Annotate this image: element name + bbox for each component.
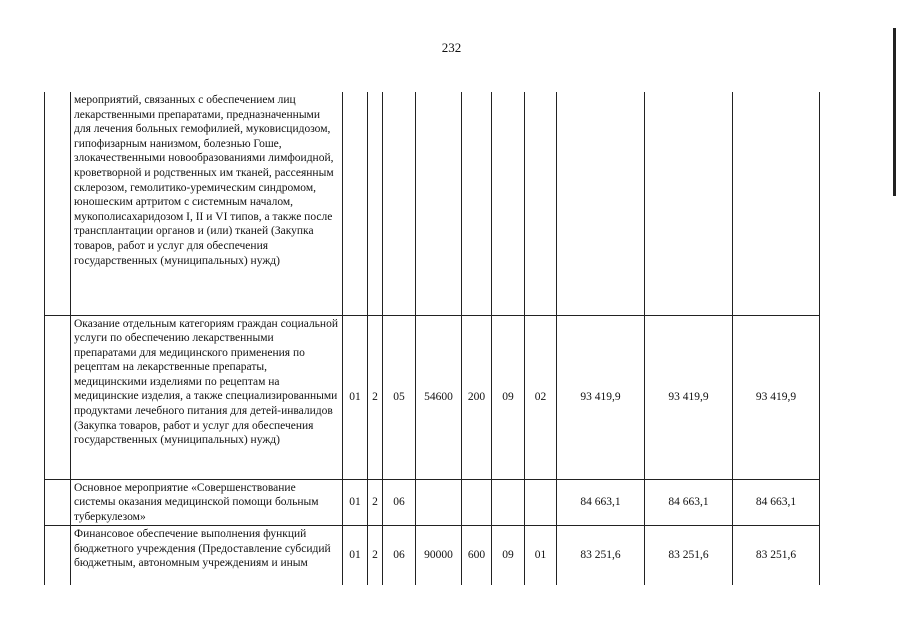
program-code-cell: 01	[343, 526, 368, 585]
amount-year-1-cell	[557, 92, 645, 315]
amount-year-3-cell: 93 419,9	[733, 315, 820, 479]
subsection-code-cell	[525, 92, 557, 315]
page-number: 232	[441, 40, 462, 55]
amount-year-2-cell: 83 251,6	[645, 526, 733, 585]
program-code-cell: 01	[343, 315, 368, 479]
subprogram-code-cell	[368, 92, 383, 315]
expense-type-cell	[462, 479, 492, 526]
direction-code-cell	[416, 479, 462, 526]
subprogram-code-cell: 2	[368, 315, 383, 479]
subprogram-code-cell: 2	[368, 479, 383, 526]
program-code-cell: 01	[343, 479, 368, 526]
direction-code-cell	[416, 92, 462, 315]
expense-type-cell	[462, 92, 492, 315]
table-row	[45, 92, 820, 315]
row-marker-cell	[45, 92, 71, 315]
activity-code-cell	[383, 92, 416, 315]
page-edge-mark	[893, 28, 896, 196]
subsection-code-cell: 02	[525, 315, 557, 479]
direction-code-cell: 54600	[416, 315, 462, 479]
row-description: Основное мероприятие «Совершенствование системы оказания медицинской помощи больным туберкулезом»	[71, 479, 343, 526]
amount-year-1-cell: 93 419,9	[557, 315, 645, 479]
row-description: Оказание отдельным категориям граждан социальной услуги по обеспечению лекарственными препаратами для медицинского применения по рецептам на лекарственные препараты, медицинскими изделиями по рецептам на медицинские изделия, а также специализированными продуктами лечебного питания для детей-инвалидов (Закупка товаров, работ и услуг для обеспечения государственных (муниципальных) нужд)	[71, 315, 343, 479]
activity-code-cell: 06	[383, 479, 416, 526]
section-code-cell: 09	[492, 526, 525, 585]
subprogram-code-cell: 2	[368, 526, 383, 585]
row-marker-cell	[45, 526, 71, 585]
section-code-cell	[492, 92, 525, 315]
amount-year-2-cell	[645, 92, 733, 315]
expense-type-cell: 600	[462, 526, 492, 585]
activity-code-cell: 05	[383, 315, 416, 479]
subsection-code-cell	[525, 479, 557, 526]
section-code-cell	[492, 479, 525, 526]
expense-type-cell: 200	[462, 315, 492, 479]
activity-code-cell: 06	[383, 526, 416, 585]
section-code-cell: 09	[492, 315, 525, 479]
amount-year-1-cell: 83 251,6	[557, 526, 645, 585]
amount-year-3-cell: 83 251,6	[733, 526, 820, 585]
amount-year-2-cell: 84 663,1	[645, 479, 733, 526]
row-description: мероприятий, связанных с обеспечением лиц лекарственными препаратами, предназначенными для лечения больных гемофилией, муковисцидозом, гипофизарным нанизмом, болезнью Гоше, злокачественными новообразованиями лимфоидной, кроветворной и родственных им тканей, рассеянным склерозом, гемолитико-уремическим синдромом, юношеским артритом с системным началом, мукополисахаридозом I, II и VI типов, а также после трансплантации органов и (или) тканей (Закупка товаров, работ и услуг для обеспечения государственных (муниципальных) нужд)	[71, 92, 343, 315]
table-row	[45, 315, 820, 479]
amount-year-1-cell: 84 663,1	[557, 479, 645, 526]
table-row	[45, 526, 820, 585]
budget-table	[44, 92, 820, 585]
program-code-cell	[343, 92, 368, 315]
row-marker-cell	[45, 479, 71, 526]
amount-year-2-cell: 93 419,9	[645, 315, 733, 479]
amount-year-3-cell	[733, 92, 820, 315]
table-row	[45, 479, 820, 526]
direction-code-cell: 90000	[416, 526, 462, 585]
row-marker-cell	[45, 315, 71, 479]
amount-year-3-cell: 84 663,1	[733, 479, 820, 526]
row-description: Финансовое обеспечение выполнения функций бюджетного учреждения (Предоставление субсидий бюджетным, автономным учреждениям и иным	[71, 526, 343, 585]
subsection-code-cell: 01	[525, 526, 557, 585]
